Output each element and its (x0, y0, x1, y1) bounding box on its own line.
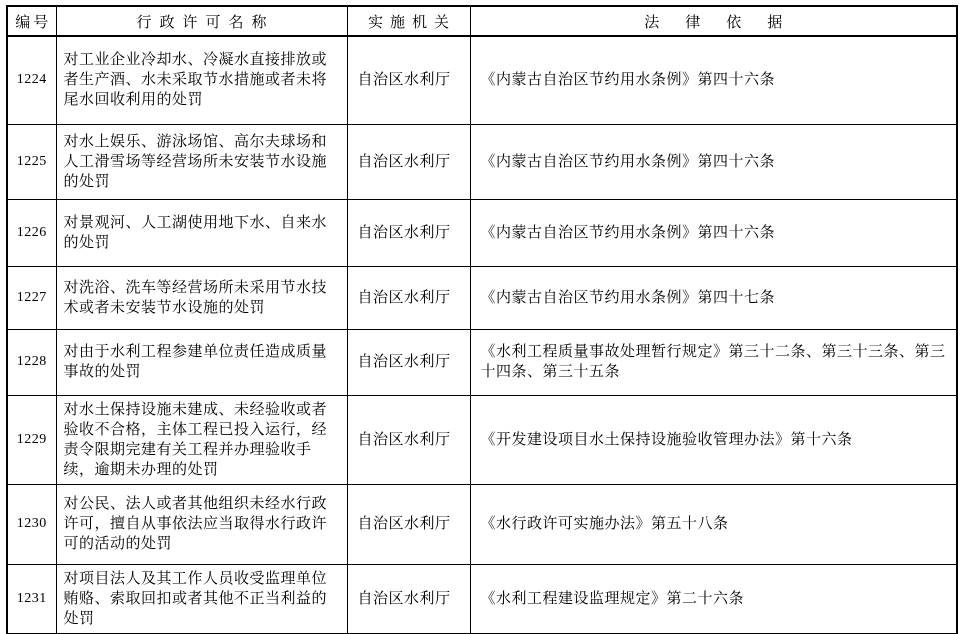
agency-cell: 自治区水利厅 (347, 484, 470, 564)
permit-name-cell: 对公民、法人或者其他组织未经水行政许可，擅自从事依法应当取得水行政许可的活动的处罚 (56, 484, 347, 564)
legal-basis-cell: 《水利工程建设监理规定》第二十六条 (470, 564, 957, 634)
row-number-cell: 1229 (7, 395, 56, 484)
permit-name-cell: 对水土保持设施未建成、未经验收或者验收不合格，主体工程已投入运行，经责令限期完建有关工程并办理验收手续，逾期未办理的处罚 (56, 395, 347, 484)
table-row (7, 124, 957, 199)
row-number-cell: 1228 (7, 329, 56, 395)
row-number-cell: 1231 (7, 564, 56, 634)
agency-cell: 自治区水利厅 (347, 564, 470, 634)
header-row (7, 6, 957, 36)
table-row (7, 564, 957, 634)
legal-basis-cell: 《开发建设项目水土保持设施验收管理办法》第十六条 (470, 395, 957, 484)
permit-name-cell: 对景观河、人工湖使用地下水、自来水的处罚 (56, 199, 347, 266)
legal-basis-cell: 《内蒙古自治区节约用水条例》第四十七条 (470, 266, 957, 329)
header-permit-name: 行政许可名称 (56, 6, 347, 36)
table-body (7, 36, 957, 634)
permit-name-cell: 对洗浴、洗车等经营场所未采用节水技术或者未安装节水设施的处罚 (56, 266, 347, 329)
permit-name-cell: 对项目法人及其工作人员收受监理单位贿赂、索取回扣或者其他不正当利益的处罚 (56, 564, 347, 634)
table-row (7, 266, 957, 329)
header-id: 编号 (7, 6, 56, 36)
table-row (7, 395, 957, 484)
agency-cell: 自治区水利厅 (347, 36, 470, 124)
permit-name-cell: 对由于水利工程参建单位责任造成质量事故的处罚 (56, 329, 347, 395)
legal-basis-cell: 《水利工程质量事故处理暂行规定》第三十二条、第三十三条、第三十四条、第三十五条 (470, 329, 957, 395)
agency-cell: 自治区水利厅 (347, 124, 470, 199)
row-number-cell: 1227 (7, 266, 56, 329)
permit-name-cell: 对水上娱乐、游泳场馆、高尔夫球场和人工滑雪场等经营场所未安装节水设施的处罚 (56, 124, 347, 199)
row-number-cell: 1226 (7, 199, 56, 266)
row-number-cell: 1230 (7, 484, 56, 564)
row-number-cell: 1225 (7, 124, 56, 199)
legal-basis-cell: 《内蒙古自治区节约用水条例》第四十六条 (470, 36, 957, 124)
header-agency: 实施机关 (347, 6, 470, 36)
agency-cell: 自治区水利厅 (347, 395, 470, 484)
agency-cell: 自治区水利厅 (347, 199, 470, 266)
table-row (7, 484, 957, 564)
header-legal-basis: 法律依据 (470, 6, 957, 36)
table-row (7, 36, 957, 124)
table-row (7, 329, 957, 395)
agency-cell: 自治区水利厅 (347, 266, 470, 329)
legal-basis-cell: 《内蒙古自治区节约用水条例》第四十六条 (470, 199, 957, 266)
table-row (7, 199, 957, 266)
row-number-cell: 1224 (7, 36, 56, 124)
legal-basis-cell: 《水行政许可实施办法》第五十八条 (470, 484, 957, 564)
permit-name-cell: 对工业企业冷却水、冷凝水直接排放或者生产酒、水未采取节水措施或者未将尾水回收利用的处罚 (56, 36, 347, 124)
agency-cell: 自治区水利厅 (347, 329, 470, 395)
legal-basis-cell: 《内蒙古自治区节约用水条例》第四十六条 (470, 124, 957, 199)
permits-table (6, 5, 958, 634)
